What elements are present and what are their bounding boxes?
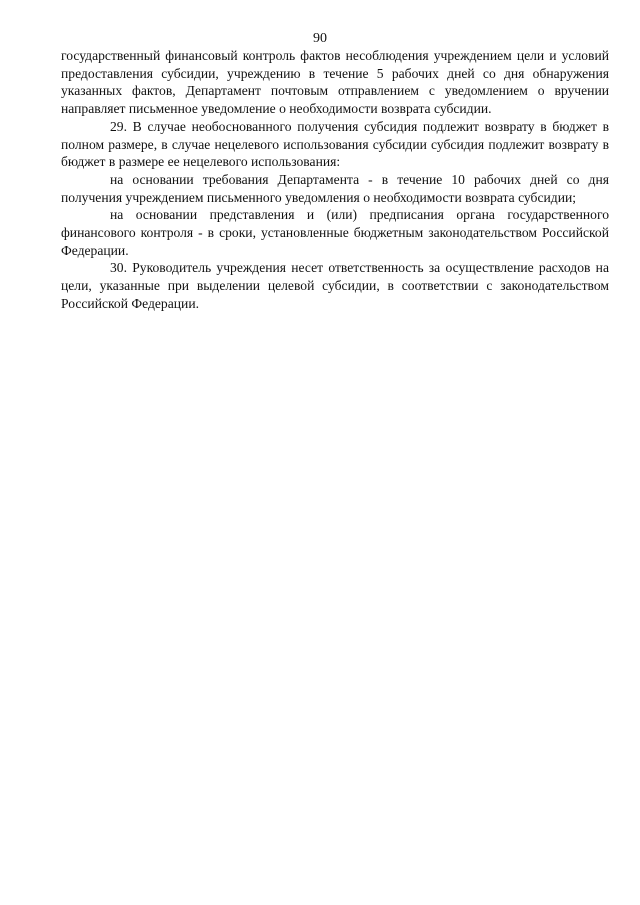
paragraph-control-body-order: на основании представления и (или) предписания органа государственного финансового контроля - в сроки, установленные бюджетным законодательством Российской Федерации. [61,207,609,258]
page-number: 90 [313,31,327,46]
paragraph-continuation: государственный финансовый контроль фактов несоблюдения учреждением цели и условий предоставления субсидии, учреждению в течение 5 рабочих дней со дня обнаружения указанных фактов, Департамент почтовым отправлением с уведомлением о вручении направляет письменное уведомление о необходимости возврата субсидии. [61,48,609,117]
paragraph-item-29: 29. В случае необоснованного получения субсидия подлежит возврату в бюджет в полном размере, в случае нецелевого использования субсидии субсидия подлежит возврату в бюджет в размере ее нецелевого использования: [61,118,609,170]
paragraph-item-30: 30. Руководитель учреждения несет ответственность за осуществление расходов на цели, указанные при выделении целевой субсидии, в соответствии с законодательством Российской Федерации. [61,260,609,311]
document-body [61,47,609,313]
paragraph-department-requirement: на основании требования Департамента - в течение 10 рабочих дней со дня получения учреждением письменного уведомления о необходимости возврата субсидии; [61,171,609,205]
